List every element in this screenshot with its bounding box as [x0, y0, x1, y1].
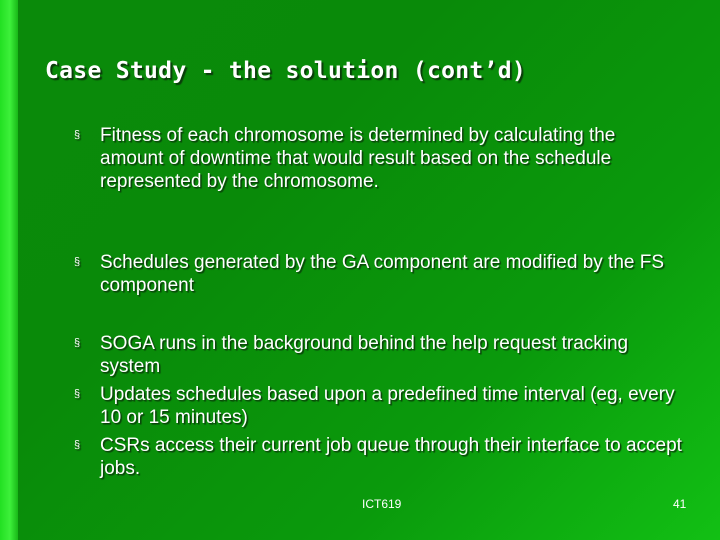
bullet-text: CSRs access their current job queue through their interface to accept jobs. — [100, 435, 682, 479]
bullet-text: SOGA runs in the background behind the help request tracking system — [100, 333, 629, 377]
bullet-marker-icon: § — [74, 129, 81, 141]
bullet-marker-icon: § — [74, 337, 81, 349]
bullet-item — [74, 251, 684, 297]
slide-title: Case Study - the solution (cont’d) — [45, 58, 527, 84]
bullet-marker-icon: § — [74, 439, 81, 451]
slide-page-number: 41 — [673, 497, 687, 511]
bullet-text: Fitness of each chromosome is determined by calculating the amount of downtime that would result based on the schedule represented by the chromosome. — [100, 125, 616, 192]
bullet-item — [74, 434, 684, 480]
bullet-item — [74, 332, 684, 378]
bullet-item — [74, 124, 684, 193]
slide-left-accent-bar — [0, 0, 18, 540]
bullet-item — [74, 383, 684, 429]
bullet-marker-icon: § — [74, 388, 81, 400]
footer-course-label: ICT619 — [362, 497, 402, 511]
bullet-marker-icon: § — [74, 256, 81, 268]
bullet-text: Updates schedules based upon a predefined time interval (eg, every 10 or 15 minutes) — [100, 384, 675, 428]
bullet-text: Schedules generated by the GA component are modified by the FS component — [100, 252, 665, 296]
